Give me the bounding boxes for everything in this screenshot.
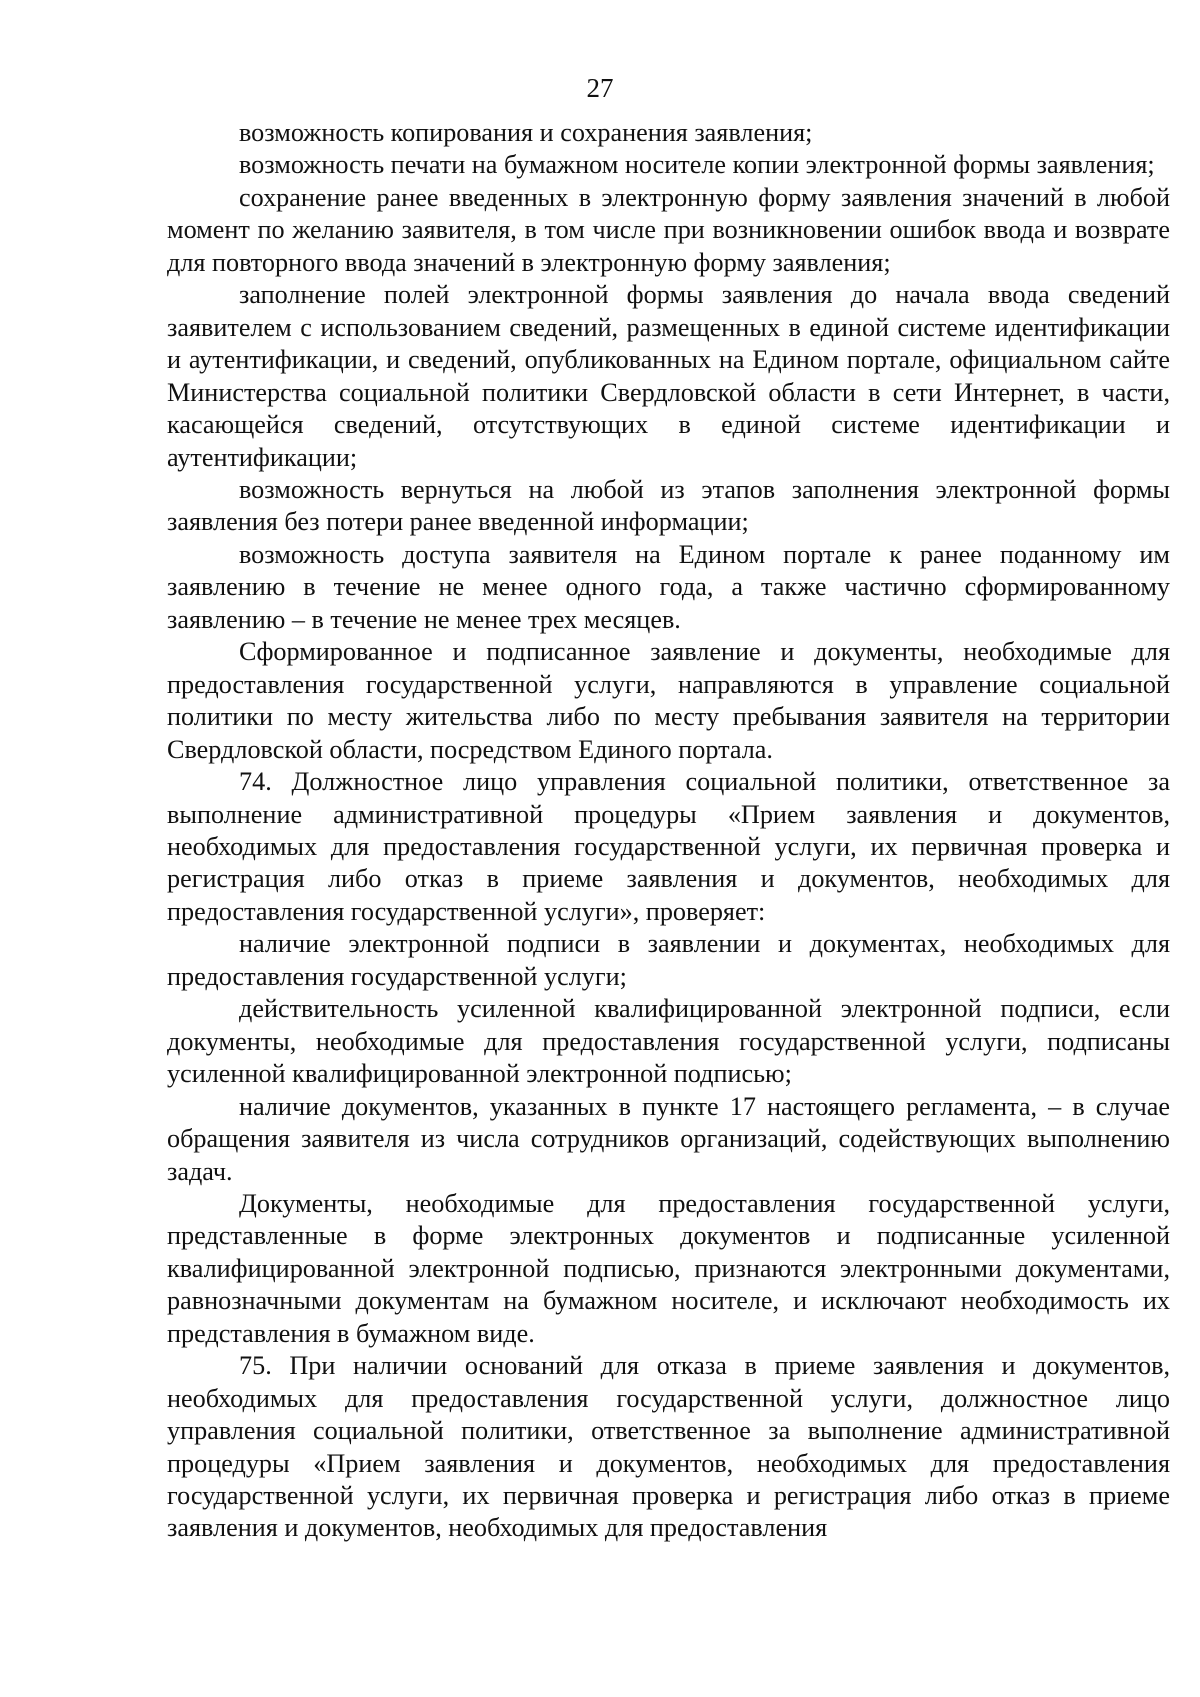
paragraph-copy-save: возможность копирования и сохранения заявления; <box>239 118 813 147</box>
page-number: 27 <box>586 73 614 103</box>
paragraph-signature-validity: действительность усиленной квалифицированной электронной подписи, если документы, необходимые для предоставления государственной услуги, подписаны усиленной квалифицированной электронной подписью; <box>167 994 1170 1089</box>
paragraph-clause-75: 75. При наличии оснований для отказа в приеме заявления и документов, необходимых для предоставления государственной услуги, должностное лицо управления социальной политики, ответственное за выполнение административной процедуры «Прием заявления и документов, необходимых для предоставления государственной услуги, их первичная проверка и регистрация либо отказ в приеме заявления и документов, необходимых для предоставления <box>167 1351 1170 1543</box>
document-body <box>167 117 1170 1545</box>
paragraph-clause-74: 74. Должностное лицо управления социальной политики, ответственное за выполнение административной процедуры «Прием заявления и документов, необходимых для предоставления государственной услуги, их первичная проверка и регистрация либо отказ в приеме заявления и документов, необходимых для предоставления государственной услуги», проверяет: <box>167 767 1170 926</box>
paragraph-return-to-step: возможность вернуться на любой из этапов заполнения электронной формы заявления без потери ранее введенной информации; <box>167 474 1170 537</box>
paragraph-access-application: возможность доступа заявителя на Едином портале к ранее поданному им заявлению в течение не менее одного года, а также частично сформированному заявлению – в течение не менее трех месяцев. <box>167 539 1170 634</box>
paragraph-electronic-documents: Документы, необходимые для предоставления государственной услуги, представленные в форме электронных документов и подписанные усиленной квалифицированной электронной подписью, признаются электронными документами, равнозначными документам на бумажном носителе, и исключают необходимость их представления в бумажном виде. <box>167 1188 1170 1348</box>
paragraph-submission: Сформированное и подписанное заявление и документы, необходимые для предоставления государственной услуги, направляются в управление социальной политики по месту жительства либо по месту пребывания заявителя на территории Свердловской области, посредством Единого портала. <box>167 637 1170 764</box>
paragraph-autofill-fields: заполнение полей электронной формы заявления до начала ввода сведений заявителем с использованием сведений, размещенных в единой системе идентификации и аутентификации, и сведений, опубликованных на Едином портале, официальном сайте Министерства социальной политики Свердловской области в сети Интернет, в части, касающейся сведений, отсутствующих в единой системе идентификации и аутентификации; <box>167 280 1170 472</box>
paragraph-documents-clause-17: наличие документов, указанных в пункте 17 настоящего регламента, – в случае обращения заявителя из числа сотрудников организаций, содействующих выполнению задач. <box>167 1091 1170 1186</box>
paragraph-signature-presence: наличие электронной подписи в заявлении и документах, необходимых для предоставления государственной услуги; <box>167 929 1170 991</box>
paragraph-print-copy: возможность печати на бумажном носителе копии электронной формы заявления; <box>239 150 1155 180</box>
paragraph-save-values: сохранение ранее введенных в электронную форму заявления значений в любой момент по желанию заявителя, в том числе при возникновении ошибок ввода и возврате для повторного ввода значений в электронную форму заявления; <box>167 182 1170 277</box>
